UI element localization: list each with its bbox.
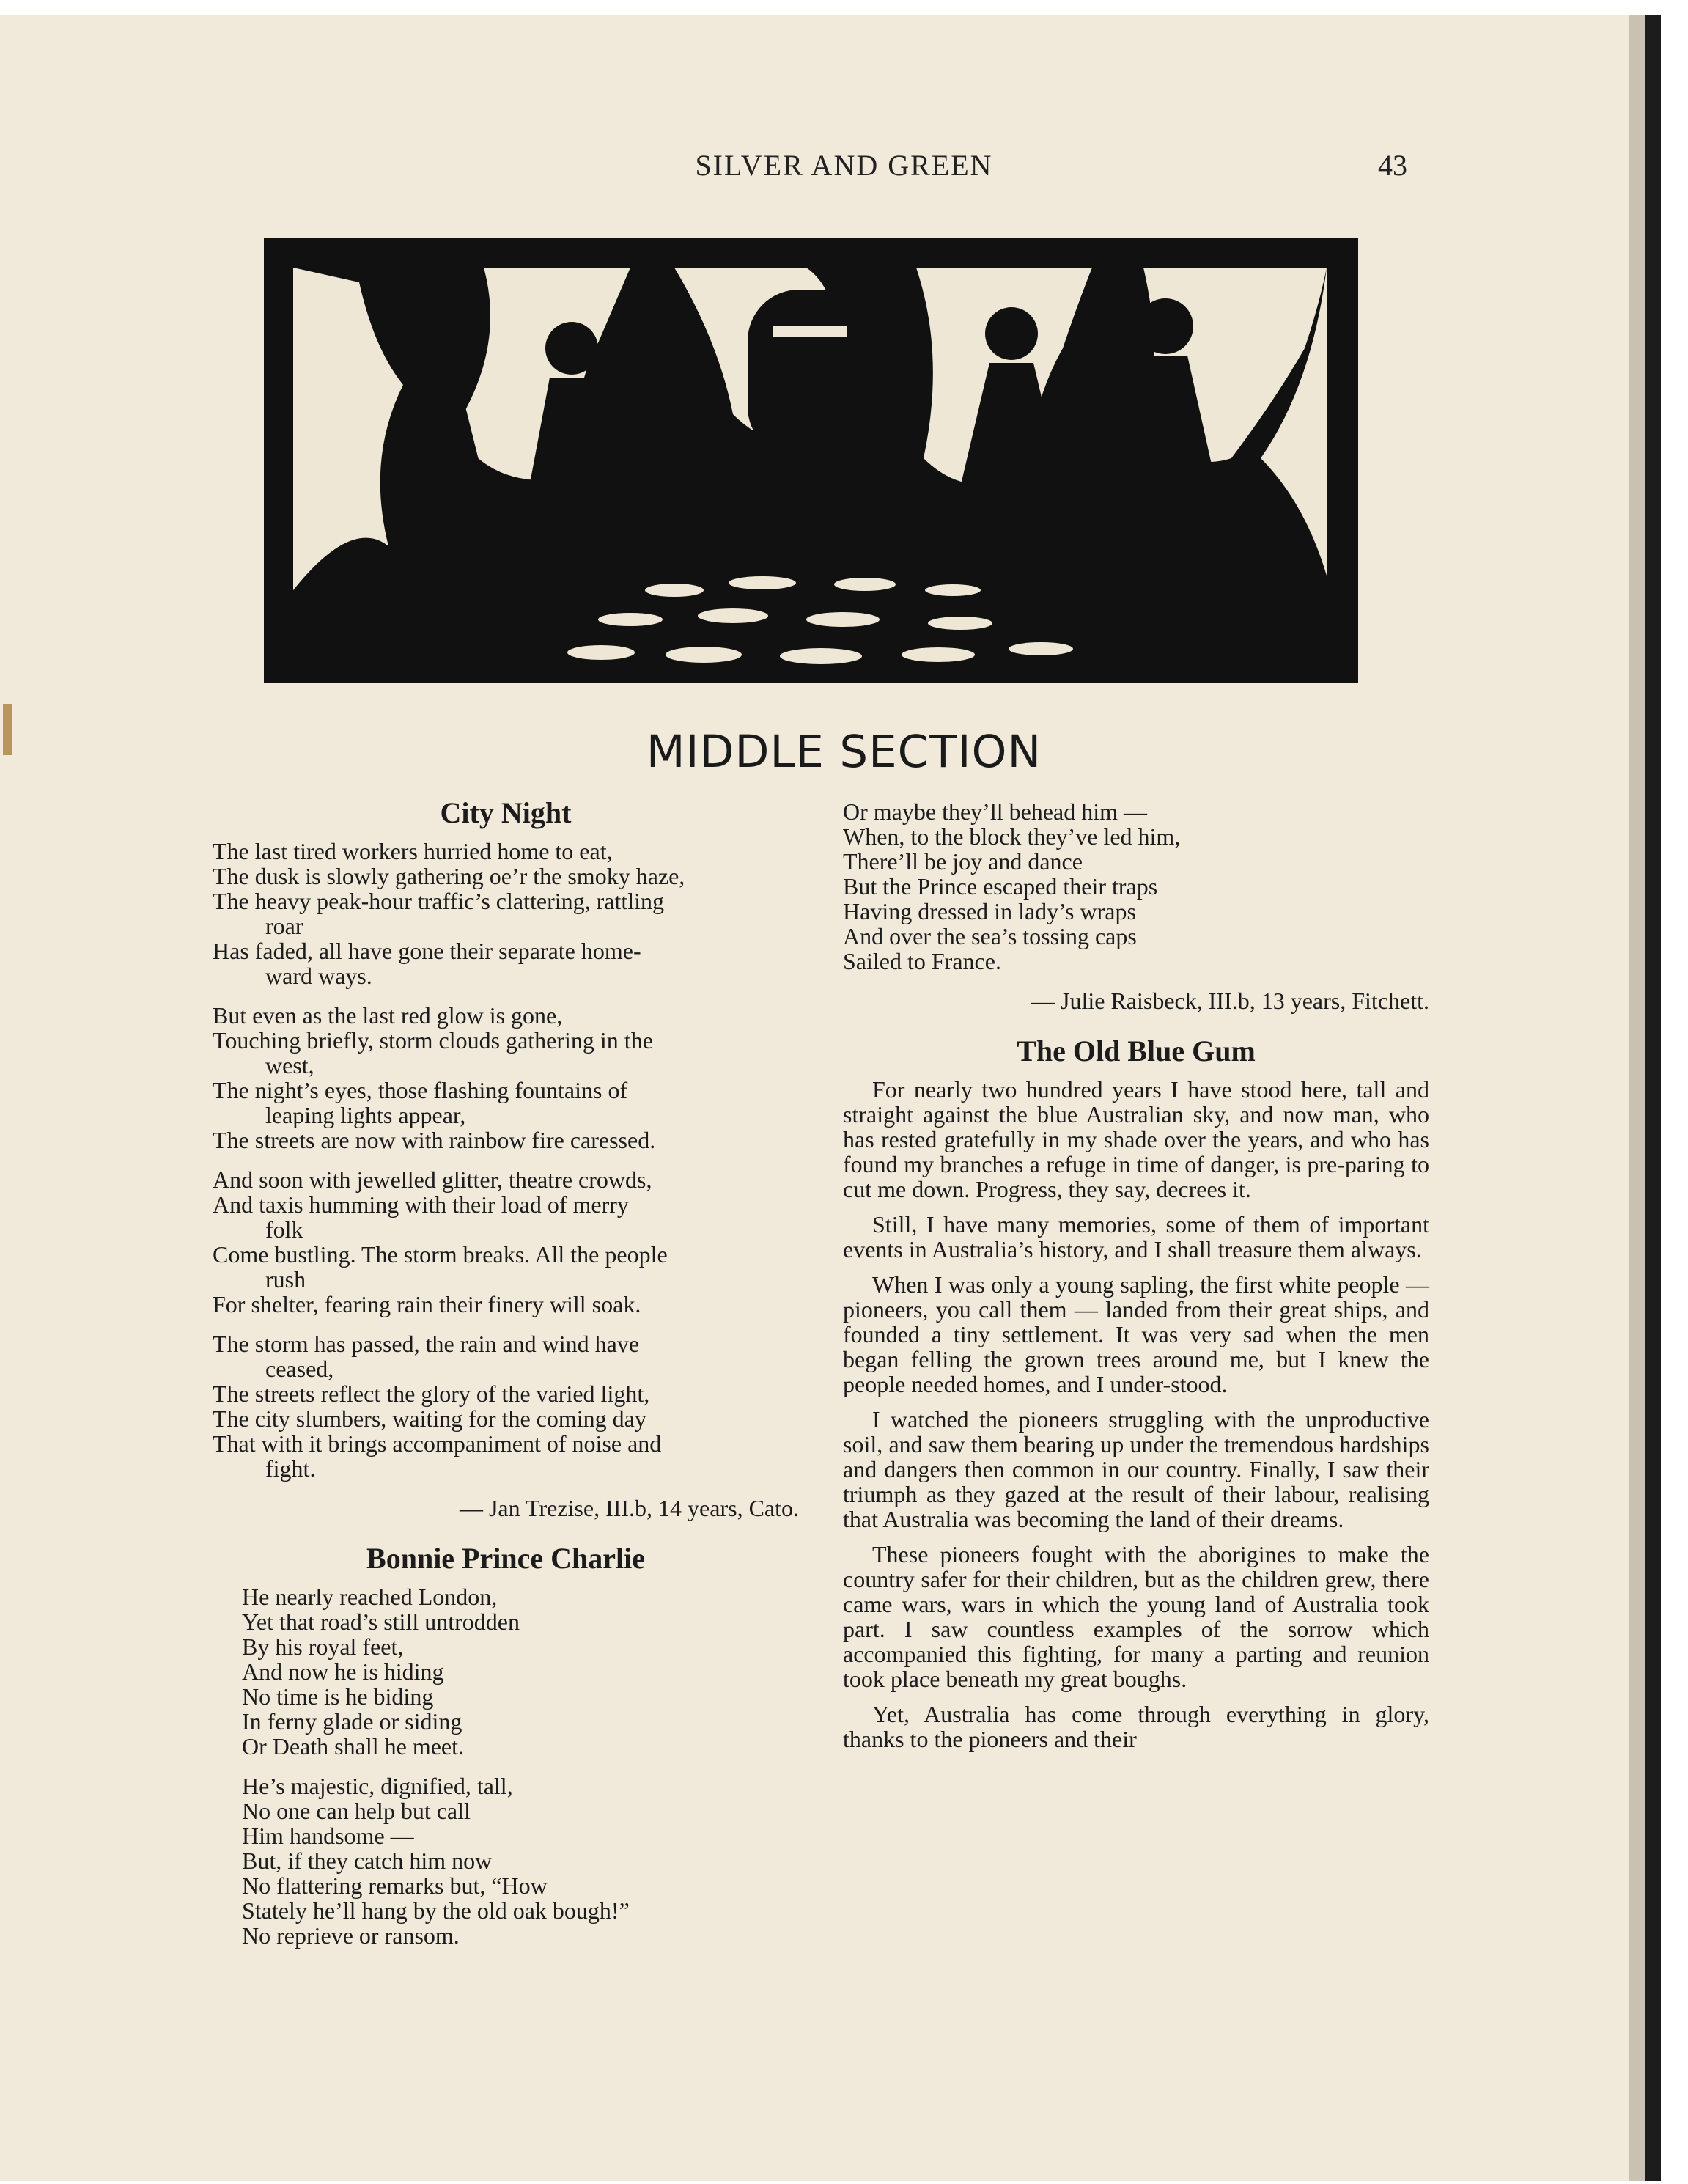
poem-line: No flattering remarks but, “How (242, 1872, 548, 1899)
poem-line: No one can help but call (242, 1798, 471, 1824)
poem-line: No reprieve or ransom. (242, 1922, 460, 1949)
poem-line: But even as the last red glow is gone, (213, 1002, 563, 1029)
poem-line: The streets reflect the glory of the varied light, (213, 1380, 650, 1407)
poem-line: In ferny glade or siding (242, 1708, 462, 1735)
book-spine (1645, 15, 1661, 2181)
bonnie-prince-byline: — Julie Raisbeck, III.b, 13 years, Fitchett. (1031, 988, 1429, 1014)
poem-line: west, (265, 1052, 314, 1078)
poem-line: Yet that road’s still untrodden (242, 1608, 520, 1635)
poem-line: ceased, (265, 1356, 334, 1382)
poem-line: The heavy peak-hour traffic’s clattering, rattling (213, 888, 665, 914)
city-night-poem (213, 839, 799, 1481)
old-blue-gum-story (843, 1077, 1429, 1751)
poem-line: Sailed to France. (843, 948, 1001, 974)
story-paragraph: For nearly two hundred years I have stood here, tall and straight against the blue Australian sky, and now man, who has rested gratefully in my shade over the years, and who has found my branches a refuge in time of danger, is pre-paring to cut me down. Progress, they say, decrees it. (843, 1076, 1429, 1202)
poem-line: But the Prince escaped their traps (843, 873, 1158, 900)
poem-line: When, to the block they’ve led him, (843, 823, 1181, 850)
poem-line: Touching briefly, storm clouds gathering in the (213, 1027, 653, 1054)
poem-line: Or maybe they’ll behead him — (843, 798, 1147, 825)
bonnie-prince-continuation (843, 799, 1429, 974)
poem-line: For shelter, fearing rain their finery will soak. (213, 1291, 641, 1317)
poem-line: He nearly reached London, (242, 1584, 498, 1610)
running-title: SILVER AND GREEN (695, 149, 993, 182)
poem-line: Or Death shall he meet. (242, 1733, 464, 1760)
story-paragraph: Yet, Australia has come through everything in glory, thanks to the pioneers and their (843, 1701, 1429, 1752)
story-paragraph: When I was only a young sapling, the first white people — pioneers, you call them — landed from their great ships, and founded a tiny settlement. It was very sad when the men began felling the grown trees around me, but I knew the people needed homes, and I under-stood. (843, 1271, 1429, 1397)
left-column (213, 795, 799, 1963)
stanza (213, 1331, 799, 1481)
story-paragraph: Still, I have many memories, some of them of important events in Australia’s history, and I shall treasure them always. (843, 1211, 1429, 1262)
poem-line: There’ll be joy and dance (843, 848, 1083, 875)
poem-line: roar (265, 913, 303, 939)
poem-line: Having dressed in lady’s wraps (843, 898, 1136, 924)
stanza (242, 1584, 799, 1759)
poem-line: Has faded, all have gone their separate home- (213, 938, 641, 964)
old-blue-gum-title: The Old Blue Gum (1017, 1034, 1256, 1067)
poem-line: Him handsome — (242, 1823, 414, 1849)
poem-line: folk (265, 1216, 303, 1243)
poem-line: But, if they catch him now (242, 1847, 493, 1874)
section-title: MIDDLE SECTION (646, 726, 1042, 778)
poem-line: And now he is hiding (242, 1658, 444, 1685)
page-number: 43 (1378, 149, 1407, 182)
poem-line: And over the sea’s tossing caps (843, 923, 1137, 949)
poem-line: Come bustling. The storm breaks. All the people (213, 1241, 668, 1268)
poem-line: That with it brings accompaniment of noise and (213, 1430, 662, 1457)
bonnie-prince-title: Bonnie Prince Charlie (366, 1542, 645, 1575)
city-night-title: City Night (440, 796, 572, 829)
poem-line: The night’s eyes, those flashing fountains of (213, 1077, 628, 1103)
stanza (213, 1003, 799, 1152)
stanza (242, 1773, 799, 1948)
poem-line: fight. (265, 1455, 316, 1482)
page-binding-edge (1629, 15, 1645, 2181)
right-column (843, 799, 1429, 1762)
poem-line: And soon with jewelled glitter, theatre crowds, (213, 1166, 652, 1193)
poem-line: The last tired workers hurried home to eat, (213, 838, 613, 864)
poem-line: No time is he biding (242, 1683, 434, 1710)
stanza (213, 839, 799, 988)
poem-line: leaping lights appear, (265, 1102, 466, 1128)
stanza (213, 1167, 799, 1317)
story-paragraph: I watched the pioneers struggling with the unproductive soil, and saw them bearing up under the tremendous hardships and dangers then common in our country. Finally, I saw their triumph as they gazed at the result of their labour, realising that Australia was becoming the land of their dreams. (843, 1406, 1429, 1532)
poem-line: By his royal feet, (242, 1633, 404, 1660)
story-paragraph: These pioneers fought with the aborigines to make the country safer for their children, but as the children grew, there came wars, wars in which the young land of Australia took part. I saw countless examples of the sorrow which accompanied this fighting, for many a parting and reunion took place beneath my great boughs. (843, 1541, 1429, 1692)
poem-line: The storm has passed, the rain and wind have (213, 1331, 640, 1357)
poem-line: rush (265, 1266, 306, 1293)
poem-line: And taxis humming with their load of merry (213, 1191, 629, 1218)
poem-line: The streets are now with rainbow fire caressed. (213, 1127, 656, 1153)
city-night-byline: — Jan Trezise, III.b, 14 years, Cato. (459, 1495, 799, 1521)
poem-line: The city slumbers, waiting for the coming day (213, 1405, 646, 1432)
poem-line: He’s majestic, dignified, tall, (242, 1773, 513, 1799)
poem-line: Stately he’ll hang by the old oak bough!” (242, 1897, 630, 1924)
poem-line: The dusk is slowly gathering oe’r the smoky haze, (213, 863, 685, 889)
silhouette-illustration-icon (264, 238, 1358, 683)
bonnie-prince-poem (213, 1584, 799, 1948)
poem-line: ward ways. (265, 963, 372, 989)
